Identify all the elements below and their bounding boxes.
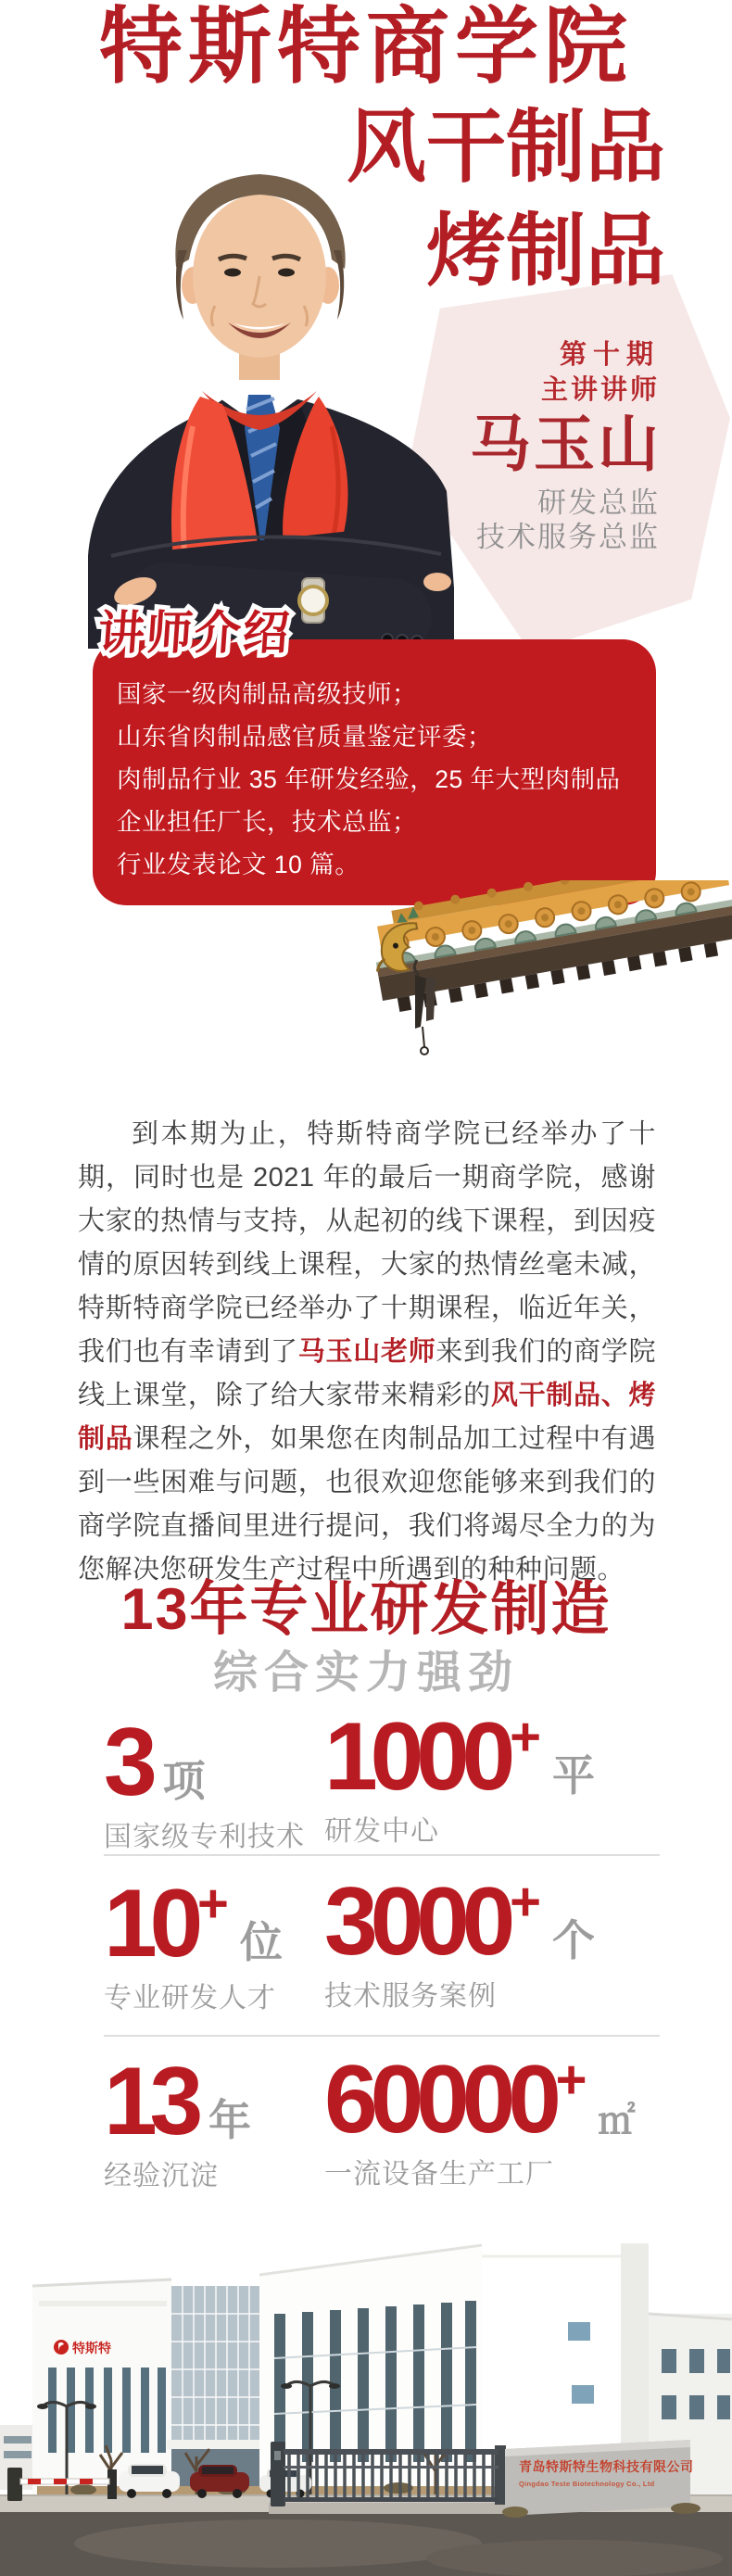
company-sign-wall [502, 2440, 700, 2518]
intro-item: 国家一级肉制品高级技师； [117, 680, 417, 708]
article-text: 来到我们的商学院线上课堂，除了给大家带来精彩的 [78, 1337, 656, 1410]
factory-photo [0, 2229, 732, 2576]
stat-factory-area [324, 2046, 636, 2191]
intro-heading-text: 讲师介绍 [96, 607, 293, 659]
plus-sign: + [197, 1874, 229, 1934]
stat-service-cases [324, 1868, 595, 2014]
stat-label: 研发中心 [324, 1816, 439, 1848]
stat-value: 10 [104, 1870, 196, 1977]
stat-label: 国家级专利技术 [104, 1822, 305, 1853]
lecturer-intro-card [93, 639, 656, 905]
roof-ornament-photo [369, 880, 732, 1056]
building-logo-text: 特斯特 [72, 2341, 111, 2355]
company-sign-cn: 青岛特斯特生物科技有限公司 [519, 2459, 694, 2474]
divider [104, 2035, 660, 2037]
intro-heading [88, 593, 347, 667]
company-sign-en: Qingdao Teste Biotechnology Co., Ltd [519, 2480, 655, 2488]
stat-unit: 项 [162, 1757, 206, 1806]
stat-value: 60000 [324, 2046, 554, 2153]
stat-value: 3 [104, 1709, 150, 1816]
page-title: 特斯特商学院 [99, 1, 633, 94]
plus-sign: + [555, 2050, 587, 2110]
stat-rd-talents [104, 1870, 283, 2015]
topic-line-2: 烤制品 [426, 207, 665, 296]
article-highlight-lecturer: 马玉山老师 [297, 1337, 436, 1367]
lecturer-title-2: 技术服务总监 [476, 521, 660, 553]
intro-item: 山东省肉制品感官质量鉴定评委； [117, 723, 492, 751]
article-text: 课程之外，如果您在肉制品加工过程中有遇到一些困难与问题，也很欢迎您能够来到我们的商学院直播间里进行提问，我们将竭尽全力的为您解决您研发生产过程中所遇到的种种问题。 [78, 1424, 656, 1585]
stat-label: 一流设备生产工厂 [324, 2159, 554, 2191]
host-role-label: 主讲讲师 [540, 375, 660, 405]
strength-title: 13年专业研发制造 [120, 1577, 612, 1642]
plus-sign: + [510, 1707, 541, 1767]
lecturer-name: 马玉山 [470, 408, 662, 480]
stat-unit: 平 [551, 1751, 595, 1800]
lecturer-title-1: 研发总监 [537, 486, 660, 519]
strength-subtitle: 综合实力强劲 [212, 1648, 519, 1698]
divider [104, 1854, 660, 1856]
lecturer-photo [37, 120, 454, 649]
stat-unit: 年 [208, 2096, 252, 2145]
article-highlight-topic: 风干制品、烤制品 [78, 1381, 656, 1454]
stat-unit: ㎡ [598, 2101, 636, 2142]
stat-patents [104, 1709, 305, 1854]
stat-value: 13 [104, 2048, 196, 2155]
stat-unit: 位 [239, 1918, 283, 1967]
plus-sign: + [510, 1872, 541, 1932]
intro-item: 肉制品行业 35 年研发经验，25 年大型肉制品企业担任厂长，技术总监； [117, 765, 621, 836]
stat-value: 1000 [324, 1703, 509, 1811]
stat-unit: 个 [551, 1916, 595, 1965]
article-text: 到本期为止，特斯特商学院已经举办了十期，同时也是 2021 年的最后一期商学院，感谢大家的热情与支持，从起初的线下课程，到因疫情的原因转到线上课程，大家的热情丝毫未减，特斯特商学院已经举办了十期课程，临近年关，我们也有幸请到了 [78, 1119, 656, 1367]
stat-rd-center [324, 1703, 595, 1849]
intro-item: 行业发表论文 10 篇。 [117, 851, 360, 878]
topic-line-1: 风干制品 [347, 103, 665, 192]
stat-label: 专业研发人才 [104, 1983, 276, 2014]
stat-years [104, 2048, 252, 2193]
building-logo [54, 2340, 111, 2355]
session-number: 第十期 [559, 340, 660, 370]
stat-label: 技术服务案例 [324, 1981, 497, 2013]
stat-value: 3000 [324, 1868, 509, 1976]
article-paragraph [78, 1113, 656, 1592]
stat-label: 经验沉淀 [104, 2161, 219, 2192]
